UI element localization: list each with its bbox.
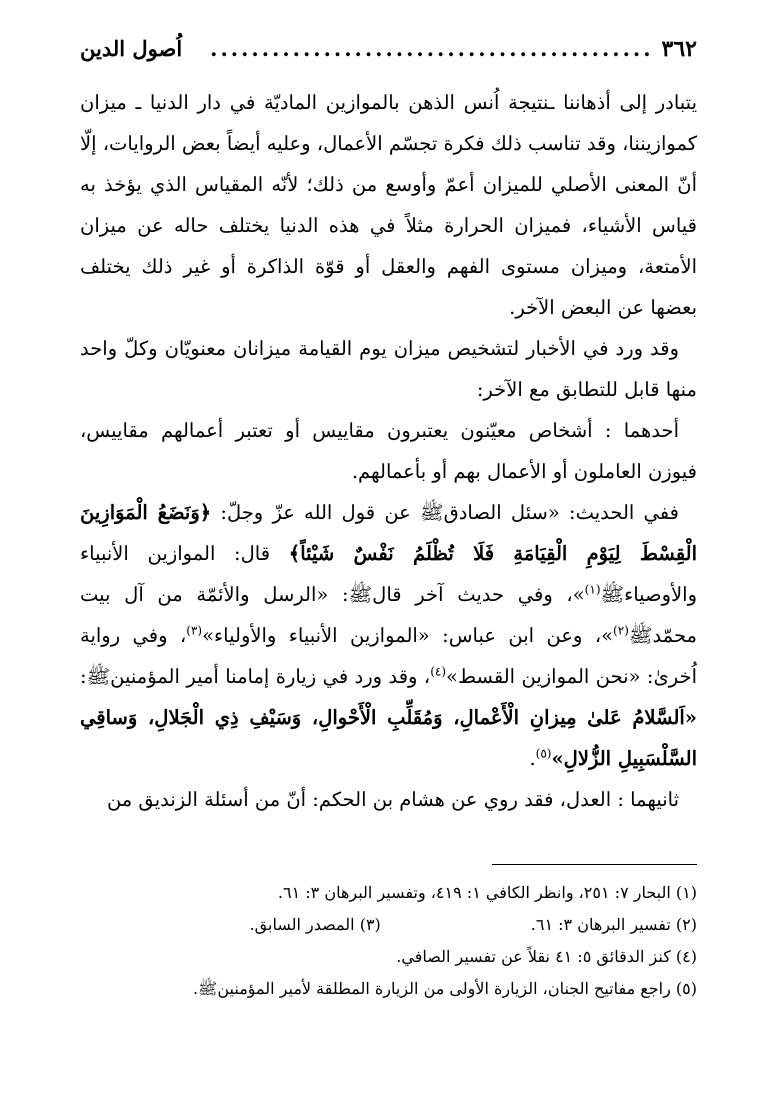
header-leader-dots: ........................................... — [210, 36, 654, 61]
footnote-ref-4[interactable]: (٤) — [430, 664, 447, 679]
hadith-text-2: عن قول الله عزّ وجلّ: — [211, 501, 421, 524]
footnote-divider — [492, 864, 697, 865]
footnote-row-2-3 — [80, 909, 697, 941]
footnote-1: (١) البحار ٧: ٢٥١، وانظر الكافي ١: ٤١٩، وتفسير البرهان ٣: ٦١. — [277, 883, 697, 902]
footnote-5-line: (٥) راجع مفاتيح الجنان، الزيارة الأولى من الزيارة المطلقة لأمير المؤمنينﷺ. — [192, 979, 697, 998]
hadith-text-7: ، وفي رواية اُخرىٰ: «نحن الموازين القسط» — [80, 624, 697, 688]
honorific-glyph: ﷺ — [600, 583, 625, 606]
page-number: ٣٦٢ — [661, 36, 697, 62]
honorific-glyph: ﷺ — [628, 624, 653, 647]
hadith-text-4: »، وفي حديث آخر قال — [372, 583, 585, 606]
hadith-text-3: قال: الموازين الأنبياء والأوصياء — [80, 542, 697, 606]
paragraph-hadith — [80, 492, 697, 779]
footnote-2: (٢) تفسير البرهان ٣: ٦١. — [530, 915, 697, 934]
footnote-3: (٣) المصدر السابق. — [249, 915, 381, 934]
hadith-text-6: »، وعن ابن عباس: «الموازين الأنبياء والأولياء» — [202, 624, 614, 647]
footnote-ref-2[interactable]: (٢) — [613, 623, 629, 638]
honorific-glyph: ﷺ — [86, 665, 111, 688]
hadith-text-10: . — [529, 747, 536, 770]
paragraph-3: أحدهما : أشخاص معيّنون يعتبرون مقاييس أو تعتبر أعمالهم مقاييس، فيوزن العاملون أو الأعمال بهم أو بأعمالهم. — [80, 419, 697, 483]
hadith-text-9: : — [80, 665, 87, 688]
quran-verse: ﴿وَنَضَعُ الْمَوَازِينَ الْقِسْطَ لِيَوْمِ الْقِيَامَةِ فَلَا تُظْلَمُ نَفْسٌ شَيْئاً﴾ — [80, 501, 697, 565]
honorific-glyph: ﷺ — [348, 583, 373, 606]
footnote-5: (٥) راجع مفاتيح الجنان، الزيارة الأولى من الزيارة المطلقة لأمير المؤمنين — [217, 979, 697, 998]
paragraph-last: ثانيهما : العدل، فقد روي عن هشام بن الحكم: أنّ من أسئلة الزنديق من — [106, 788, 679, 811]
footnote-ref-3[interactable]: (٣) — [186, 623, 203, 638]
footnote-ref-5[interactable]: (٥) — [535, 746, 552, 761]
running-header — [80, 36, 697, 76]
ziyara-text: «اَلسَّلامُ عَلىٰ مِيزانِ الْأَعْمالِ، وَمُقَلِّبِ الْأَحْوالِ، وَسَيْفِ ذِي الْجَلالِ، وَساقِي السَّلْسَبِيلِ الزُّلالِ» — [80, 706, 697, 770]
honorific-glyph: ﷺ — [420, 501, 444, 524]
footnote-4: (٤) كنز الدقائق ٥: ٤١ نقلاً عن تفسير الصافي. — [396, 947, 697, 966]
paragraph-1: يتبادر إلى أذهاننا ـنتيجة اُنس الذهن بالموازين الماديّة في دار الدنيا ـ ميزان كموازيننا، وقد تناسب ذلك فكرة تجسّم الأعمال، وعليه أيضاً بعض الروايات، إلّا أنّ المعنى الأصلي للميزان أعمّ وأوسع من ذلك؛ لأنّه المقياس الذي يؤخذ به قياس الأشياء، فميزان الحرارة مثلاً في هذه الدنيا يختلف حاله عن ميزان الأمتعة، وميزان مستوى الفهم والعقل أو قوّة الذاكرة أو غير ذلك يختلف بعضها عن البعض الآخر. — [80, 91, 697, 319]
hadith-text-5: : «الرسل والأئمّة من آل بيت محمّد — [80, 583, 697, 647]
footnotes — [80, 877, 697, 1005]
main-text — [80, 82, 697, 820]
book-title: اُصول الدين — [80, 36, 183, 61]
footnote-ref-1[interactable]: (١) — [584, 582, 601, 597]
paragraph-2: وقد ورد في الأخبار لتشخيص ميزان يوم القيامة ميزانان معنويّان وكلّ واحد منها قابل للتطابق مع الآخر: — [80, 337, 697, 401]
hadith-text-8: ، وقد ورد في زيارة إمامنا أمير المؤمنين — [110, 665, 431, 688]
hadith-text-1: ففي الحديث: «سئل الصادق — [443, 501, 679, 524]
honorific-glyph: ﷺ — [198, 979, 218, 998]
